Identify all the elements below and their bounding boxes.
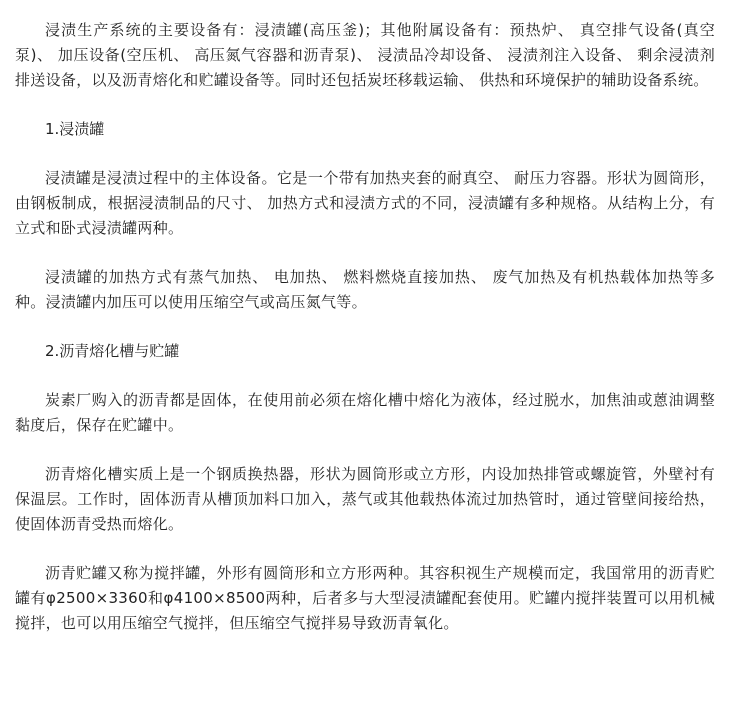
intro-paragraph: 浸渍生产系统的主要设备有：浸渍罐(高压釜)；其他附属设备有：预热炉、 真空排气设备(真空泵)、 加压设备(空压机、 高压氮气容器和沥青泵)、 浸渍品冷却设备、 浸渍剂注入设备、 剩余浸渍剂排送设备，以及沥青熔化和贮罐设备等。同时还包括炭坯移载运输、 供热和环境保护的辅助设备系统。: [15, 21, 715, 89]
section2-paragraph-1: 炭素厂购入的沥青都是固体，在使用前必须在熔化槽中熔化为液体，经过脱水，加焦油或蒽油调整黏度后，保存在贮罐中。: [15, 391, 715, 434]
section-heading-pitch-melting-tank: 2.沥青熔化槽与贮罐: [45, 342, 180, 360]
section1-paragraph-1: 浸渍罐是浸渍过程中的主体设备。它是一个带有加热夹套的耐真空、 耐压力容器。形状为圆筒形，由钢板制成，根据浸渍制品的尺寸、 加热方式和浸渍方式的不同，浸渍罐有多种规格。从结构上分，有立式和卧式浸渍罐两种。: [15, 169, 715, 237]
section2-paragraph-2: 沥青熔化槽实质上是一个钢质换热器，形状为圆筒形或立方形，内设加热排管或螺旋管，外壁衬有保温层。工作时，固体沥青从槽顶加料口加入，蒸气或其他载热体流过加热管时，通过管壁间接给热，使固体沥青受热而熔化。: [15, 465, 715, 533]
section1-paragraph-2: 浸渍罐的加热方式有蒸气加热、 电加热、 燃料燃烧直接加热、 废气加热及有机热载体加热等多种。浸渍罐内加压可以使用压缩空气或高压氮气等。: [15, 268, 715, 311]
section2-paragraph-3: 沥青贮罐又称为搅拌罐，外形有圆筒形和立方形两种。其容积视生产规模而定，我国常用的沥青贮罐有φ2500×3360和φ4100×8500两种，后者多与大型浸渍罐配套使用。贮罐内搅拌装置可以用机械搅拌，也可以用压缩空气搅拌，但压缩空气搅拌易导致沥青氧化。: [15, 564, 715, 632]
section-heading-impregnation-tank: 1.浸渍罐: [45, 120, 105, 138]
